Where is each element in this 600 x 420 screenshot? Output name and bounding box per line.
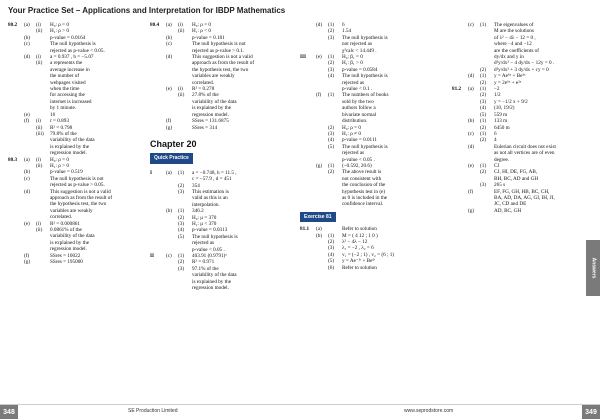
answer-text: EF, FG, GH, HB, BC, CH,: [494, 188, 550, 195]
answer-text: R² = 0.971: [192, 259, 215, 266]
answer-text: the conclusion of the: [342, 182, 386, 189]
answer-text: 0.0861% of the: [50, 227, 82, 233]
answer-text: the number of: [50, 73, 80, 80]
answer-part-label: (a): [316, 226, 322, 233]
answers-side-tab: [586, 240, 600, 296]
answer-text: bivariate normal: [342, 111, 377, 118]
answer-part-label: (b): [166, 208, 173, 215]
answer-subpart-label: (1): [480, 73, 487, 80]
answer-text: hypothesis test in (e): [342, 188, 386, 195]
answer-text: The null hypothesis is not: [192, 41, 246, 48]
answer-subpart-label: (2): [480, 66, 487, 73]
answer-subpart-label: (6): [328, 264, 335, 271]
answer-question-number: [300, 265, 316, 271]
answer-subpart-label: [328, 201, 342, 207]
answer-subpart-label: [36, 259, 50, 265]
answer-text: CJ, HI, DE, FG, AB,: [494, 169, 538, 176]
answer-subpart-label: (4): [328, 137, 335, 144]
answer-subpart-label: (2): [480, 137, 487, 144]
answer-subpart-label: (ii): [36, 124, 43, 131]
answer-text: rejected as p-value < 0.05.: [50, 47, 105, 54]
answer-text: regression model.: [50, 150, 87, 157]
answer-text: regression model.: [50, 246, 87, 253]
answer-text: λ₁ = −2 , λ₂ = 6: [342, 245, 374, 252]
answer-question-number: [150, 125, 166, 131]
answer-subpart-label: (2): [480, 169, 487, 176]
answer-subpart-label: (3): [178, 188, 185, 195]
answer-text: is explained by the: [192, 278, 232, 285]
answer-part-label: (b): [24, 169, 31, 176]
quick-practice-badge: Quick Practice: [150, 153, 193, 163]
answer-part-label: (e): [24, 111, 30, 118]
answer-text: The null hypothesis is: [342, 34, 388, 41]
answer-text: as 0 is included in the: [342, 194, 388, 201]
answer-part-label: (a): [468, 86, 474, 93]
answer-text: interpolation.: [192, 201, 220, 208]
answer-question-number: 80.3: [8, 156, 18, 163]
answer-subpart-label: (i): [36, 22, 41, 28]
answer-text: H₁: μ < 370: [192, 220, 217, 227]
answer-part-label: (e): [316, 54, 322, 61]
answer-text: H₀: ρ = 0: [50, 156, 69, 163]
answer-text: p-value < 0.1 .: [342, 86, 373, 93]
answer-text: y = Ae⁶ˣ + Be²ˣ: [494, 73, 526, 80]
answer-text: are the coefficients of: [494, 47, 539, 54]
answer-text: M = ( 4 12 ; 1 0 ): [342, 232, 378, 239]
answer-part-label: (f): [24, 252, 30, 259]
answer-subpart-label: (2): [178, 214, 185, 221]
chapter-title: Chapter 20: [150, 138, 197, 149]
answer-text: −2: [494, 86, 500, 93]
answer-text: The null hypothesis is: [50, 41, 96, 48]
answer-part-label: [166, 285, 178, 291]
answer-subpart-label: (1): [178, 208, 185, 215]
answer-text: H₀: ρ = 0: [192, 22, 211, 28]
answer-text: BA, AD, DA, AG, GI, IH, JI,: [494, 194, 555, 201]
answer-subpart-label: (1): [480, 130, 487, 137]
answer-subpart-label: (1): [480, 86, 487, 93]
answer-part-label: (d): [468, 143, 475, 150]
answer-row: [452, 208, 592, 214]
answer-text: 27.8% of the: [192, 92, 219, 99]
answer-part-label: (g): [24, 259, 31, 266]
answer-part-label: (c): [24, 175, 30, 182]
answer-part-label: (d): [24, 54, 31, 61]
answer-text: correlated.: [50, 214, 73, 221]
answer-text: The numbers of books: [342, 92, 389, 99]
answer-part-label: (c): [468, 130, 474, 137]
answer-question-number: [150, 285, 166, 291]
answer-text: 97.1% of the: [192, 265, 219, 272]
answer-subpart-label: (4): [178, 227, 185, 234]
answer-text: 346.2: [192, 208, 204, 215]
answer-text: v₁ = (−2 ; 1) , v₂ = (6 ; 1): [342, 251, 395, 258]
answer-text: The null hypothesis is: [192, 233, 238, 240]
answer-text: p-value = 0.0111: [342, 137, 377, 144]
answer-text: y = −1/2 x + 9/2: [494, 98, 528, 105]
answer-text: H₁: ρ > 0: [50, 162, 69, 169]
answer-row: [300, 201, 450, 207]
answer-subpart-label: (3): [480, 98, 487, 105]
answer-text: Refer to solution: [342, 226, 377, 233]
answer-text: H₀: ρ = 0: [50, 22, 69, 28]
answer-question-number: 81.2: [452, 86, 462, 93]
answer-text: SSres = 10022: [50, 252, 81, 259]
answer-text: variability of the data: [192, 272, 237, 279]
answer-row: [8, 259, 148, 265]
answer-text: The eigenvalues of: [494, 22, 534, 28]
answer-text: (−0.592, 20.6): [342, 162, 372, 169]
answer-text: p-value < 0.05 .: [342, 156, 375, 163]
answer-subpart-label: (ii): [178, 28, 185, 35]
answer-subpart-label: (1): [328, 162, 335, 169]
answer-subpart-label: (1): [480, 22, 487, 28]
footer-divider: [0, 404, 600, 405]
answer-subpart-label: (2): [328, 28, 335, 35]
answer-text: p-value < 0.05 .: [192, 246, 225, 253]
answer-text: H₁: β₁ > 0: [342, 60, 363, 67]
answer-text: H₀: β₁ = 0: [342, 54, 363, 61]
exercise-badge: Exercise 81: [300, 212, 336, 222]
answer-text: H₁: ρ > 0: [50, 28, 69, 35]
answer-text: The above result is: [342, 169, 382, 176]
answer-text: SSres = 131.6875: [192, 118, 229, 125]
answers-side-tab-label: Answers: [590, 257, 596, 279]
answer-subpart-label: (1): [328, 22, 335, 28]
answer-text: H₁: ρ ≠ 0: [342, 130, 361, 137]
answer-text: degree.: [494, 156, 510, 163]
answer-subpart-label: (3): [328, 245, 335, 252]
answer-question-number: [452, 208, 468, 214]
answer-text: variability of the data: [50, 233, 95, 240]
answer-text: 559 m: [494, 111, 508, 118]
answer-text: H₀: μ = 370: [192, 214, 217, 221]
answer-row: [150, 285, 300, 291]
answer-text: SSres = 195000: [50, 259, 83, 266]
answer-subpart-label: (3): [480, 182, 487, 189]
answer-text: a represents the: [50, 60, 83, 67]
answer-question-number: 80.2: [8, 22, 18, 28]
answer-subpart-label: [178, 125, 192, 131]
answer-text: (10, 19/2): [494, 105, 515, 112]
answer-text: c = −57.9 , d = 451: [192, 176, 232, 183]
answer-text: 6: [494, 130, 497, 137]
answer-text: authors follow a: [342, 105, 376, 112]
answer-subpart-label: (1): [328, 92, 335, 99]
answer-subpart-label: (4): [328, 251, 335, 258]
answer-question-number: 81.1: [300, 226, 310, 233]
answer-text: approach as from the result of: [192, 60, 255, 67]
answer-part-label: (d): [468, 73, 475, 80]
answer-subpart-label: (ii): [36, 60, 43, 67]
footer-publisher: SE Production Limited: [128, 408, 178, 414]
answer-part-label: (c): [166, 253, 172, 259]
answer-text: where −4 and −12: [494, 41, 532, 48]
answer-subpart-label: (2): [480, 92, 487, 99]
answer-subpart-label: (4): [328, 73, 335, 80]
answer-part-label: (b): [24, 34, 31, 41]
answer-part-label: (f): [166, 118, 172, 125]
answer-text: This estimation is: [192, 188, 229, 195]
answer-text: dy/dx and y in: [494, 54, 524, 61]
answer-part-label: (f): [468, 188, 474, 195]
answer-subpart-label: (1): [178, 169, 185, 176]
answer-subpart-label: (4): [480, 105, 487, 112]
answer-subpart-label: (i): [178, 22, 183, 28]
answer-part-label: (a): [166, 169, 172, 176]
answer-part-label: (d): [166, 54, 173, 61]
answers-column-2: [150, 22, 300, 291]
answer-subpart-label: (5): [328, 258, 335, 265]
answer-text: p-value = 0.0164: [50, 34, 86, 41]
answer-subpart-label: (i): [36, 54, 41, 61]
answer-part-label: (c): [166, 41, 172, 48]
answer-text: Refer to solution: [342, 264, 377, 271]
answer-part-label: (g): [316, 162, 323, 169]
answer-part-label: (a): [24, 22, 30, 28]
answer-text: rejected as p-value > 0.1.: [192, 47, 245, 54]
answer-text: JC, CD and DE: [494, 201, 527, 208]
answer-subpart-label: [178, 285, 192, 291]
answer-text: sold by the two: [342, 98, 374, 105]
answer-subpart-label: (ii): [178, 92, 185, 99]
answer-text: regression model.: [192, 285, 229, 292]
answer-subpart-label: (2): [480, 79, 487, 86]
answers-column-3: [300, 22, 450, 271]
page-number-right: 349: [582, 405, 600, 419]
answer-part-label: (g): [166, 124, 173, 131]
answer-text: regression model.: [192, 111, 229, 118]
answer-text: 79.8% of the: [50, 130, 77, 137]
answer-subpart-label: (i): [36, 220, 41, 227]
answer-text: 6450 m: [494, 124, 510, 131]
answer-subpart-label: (1): [328, 232, 335, 239]
answer-part-label: (g): [468, 207, 475, 214]
answer-subpart-label: (1): [480, 162, 487, 169]
page-number-left: 348: [0, 405, 18, 419]
answer-text: valid as this is an: [192, 195, 228, 202]
answer-text: when the time: [50, 86, 80, 93]
answer-subpart-label: (1): [328, 54, 335, 61]
answer-text: y = 2e⁶ˣ + e²ˣ: [494, 79, 522, 86]
answer-part-label: [316, 265, 328, 271]
answer-subpart-label: (i): [178, 86, 183, 93]
answer-text: a = 0.937 , b = −5.07: [50, 54, 94, 61]
answers-column-4: [452, 22, 592, 214]
answer-subpart-label: (i): [36, 118, 41, 125]
answer-subpart-label: (3): [328, 34, 335, 41]
answer-text: not consistent with: [342, 175, 382, 182]
answer-text: is explained by the: [192, 105, 232, 112]
answer-text: d²y/dx² + 3 dy/dx + cy = 0: [494, 66, 549, 73]
answer-text: R² = 0.000861: [50, 220, 80, 227]
answer-text: r = 0.893: [50, 118, 69, 125]
answer-question-number: [8, 259, 24, 265]
answer-subpart-label: (2): [178, 182, 185, 189]
answer-subpart-label: (2): [328, 60, 335, 67]
answer-text: H₁: ρ < 0: [192, 28, 211, 35]
answer-question-number: III: [300, 54, 307, 61]
answer-text: a = −0.748, h = 11.5 ,: [192, 169, 237, 176]
answer-text: λ² − 4λ − 12: [342, 239, 368, 245]
answer-part-label: [316, 201, 328, 207]
answer-subpart-label: [480, 208, 494, 214]
answer-text: AD, BC, GH: [494, 207, 522, 214]
answer-subpart-label: (iii): [36, 130, 44, 137]
answer-text: 133 m: [494, 118, 508, 125]
answer-subpart-label: (ii): [36, 227, 43, 233]
answer-subpart-label: (1): [480, 118, 487, 125]
answer-text: p-value = 0.181: [192, 34, 225, 41]
answer-part-label: (a): [24, 156, 30, 163]
answer-part-label: (e): [468, 162, 474, 169]
answer-subpart-label: (i): [36, 156, 41, 163]
page-header-title: Your Practice Set – Applications and Interpretation for IBDP Mathematics: [8, 6, 286, 15]
answer-text: 1.54: [342, 28, 352, 35]
answer-subpart-label: (3): [328, 66, 335, 73]
answer-text: χ²calc < 14.449 .: [342, 47, 377, 54]
answer-question-number: 80.4: [150, 22, 160, 28]
answer-subpart-label: (2): [480, 124, 487, 131]
answer-text: R² = 0.278: [192, 86, 215, 93]
answer-part-label: (b): [166, 34, 173, 41]
answer-text: correlated.: [192, 79, 215, 86]
answer-subpart-label: (2): [328, 169, 335, 176]
answer-text: The null hypothesis is: [342, 143, 388, 150]
answer-text: 354: [192, 182, 200, 189]
answer-text: R² = 0.798: [50, 124, 73, 131]
answer-subpart-label: (ii): [36, 28, 43, 35]
answer-text: 265 s: [494, 182, 506, 189]
answer-text: distribution.: [342, 118, 368, 125]
answer-part-label: (e): [24, 220, 30, 227]
answer-subpart-label: (2): [328, 239, 335, 245]
answer-subpart-label: (ii): [36, 162, 43, 169]
answer-part-label: (c): [468, 22, 474, 28]
answer-text: rejected as: [342, 150, 365, 157]
answer-question-number: [300, 201, 316, 207]
answer-text: This suggestion is not a valid: [192, 54, 253, 61]
answer-row: [300, 265, 450, 271]
answer-text: is explained by the: [50, 239, 90, 246]
answer-subpart-label: (5): [328, 143, 335, 150]
answer-text: not rejected as: [342, 41, 372, 48]
answer-text: SSres = 314: [192, 124, 218, 131]
answer-subpart-label: (2): [328, 124, 335, 131]
answer-text: average increase in: [50, 66, 90, 73]
answer-part-label: (b): [316, 232, 323, 239]
answer-part-label: (d): [24, 188, 31, 195]
answer-text: 6: [342, 22, 345, 28]
answer-text: The null hypothesis is: [342, 73, 388, 80]
answer-text: by 1 minute.: [50, 105, 77, 112]
answer-subpart-label: (5): [480, 111, 487, 118]
answer-subpart-label: (1): [178, 253, 185, 259]
answer-part-label: (c): [24, 41, 30, 48]
answer-part-label: (a): [166, 22, 172, 28]
answer-row: [150, 125, 300, 131]
answer-text: internet is increased: [50, 98, 92, 105]
answer-text: the hypothesis test, the two: [192, 66, 249, 73]
answer-text: rejected as: [342, 79, 365, 86]
answer-text: p-value = 0.519: [50, 169, 83, 176]
answer-text: the hypothesis test, the two: [50, 201, 107, 208]
answer-text: 403.91 (0.9791)ˣ: [192, 253, 227, 259]
answer-text: d²y/dx² − 4 dy/dx − 12y = 0 .: [494, 60, 555, 67]
answer-text: variability of the data: [50, 137, 95, 144]
answer-subpart-label: (3): [178, 265, 185, 272]
answer-part-label: (d): [316, 22, 323, 28]
answer-text: p-value = 0.0313: [192, 227, 228, 234]
answer-text: 1/2: [494, 92, 501, 99]
answer-text: 4: [494, 137, 497, 144]
answer-text: CJ: [494, 162, 500, 169]
answer-text: of λ² − 4λ − 12 = 0 ,: [494, 34, 536, 41]
answer-text: rejected as: [192, 240, 215, 247]
answer-text: M are the solutions: [494, 28, 534, 35]
answer-text: y = Ae⁻²ᵗ + Be⁶ᵗ: [342, 258, 376, 265]
answer-text: webpages visited: [50, 79, 86, 86]
footer-website: www.seprodstore.com: [404, 408, 454, 414]
answer-subpart-label: (3): [328, 130, 335, 137]
answer-question-number: II: [150, 253, 155, 259]
answer-text: The null hypothesis is not: [50, 175, 104, 182]
answer-text: variables are weakly: [192, 73, 235, 80]
answer-text: BH, BC, AD and GH: [494, 175, 539, 182]
answer-text: is explained by the: [50, 143, 90, 150]
answer-part-label: (b): [468, 118, 475, 125]
answer-part-label: (f): [24, 118, 30, 125]
answer-text: approach as from the result of: [50, 194, 113, 201]
answer-part-label: (e): [166, 86, 172, 93]
answer-text: Eulerian circuit does not exist: [494, 143, 556, 150]
answer-text: confidence interval.: [342, 201, 384, 208]
answer-text: as not all vertices are of even: [494, 150, 555, 157]
answer-question-number: I: [150, 169, 153, 176]
answer-text: for accessing the: [50, 92, 85, 99]
answer-text: This suggestion is not a valid: [50, 188, 111, 195]
answer-text: H₀: ρ = 0: [342, 124, 361, 131]
answer-subpart-label: (3): [178, 220, 185, 227]
answer-text: variables are weakly: [50, 207, 93, 214]
answers-column-1: [8, 22, 148, 265]
answer-text: 16: [50, 111, 56, 118]
answer-text: rejected as p-value > 0.05.: [50, 182, 105, 189]
answer-subpart-label: (5): [178, 233, 185, 240]
answer-text: variability of the data: [192, 98, 237, 105]
answer-part-label: (f): [316, 92, 322, 99]
answer-subpart-label: (2): [178, 259, 185, 266]
answer-text: p-value = 0.0584: [342, 66, 378, 73]
